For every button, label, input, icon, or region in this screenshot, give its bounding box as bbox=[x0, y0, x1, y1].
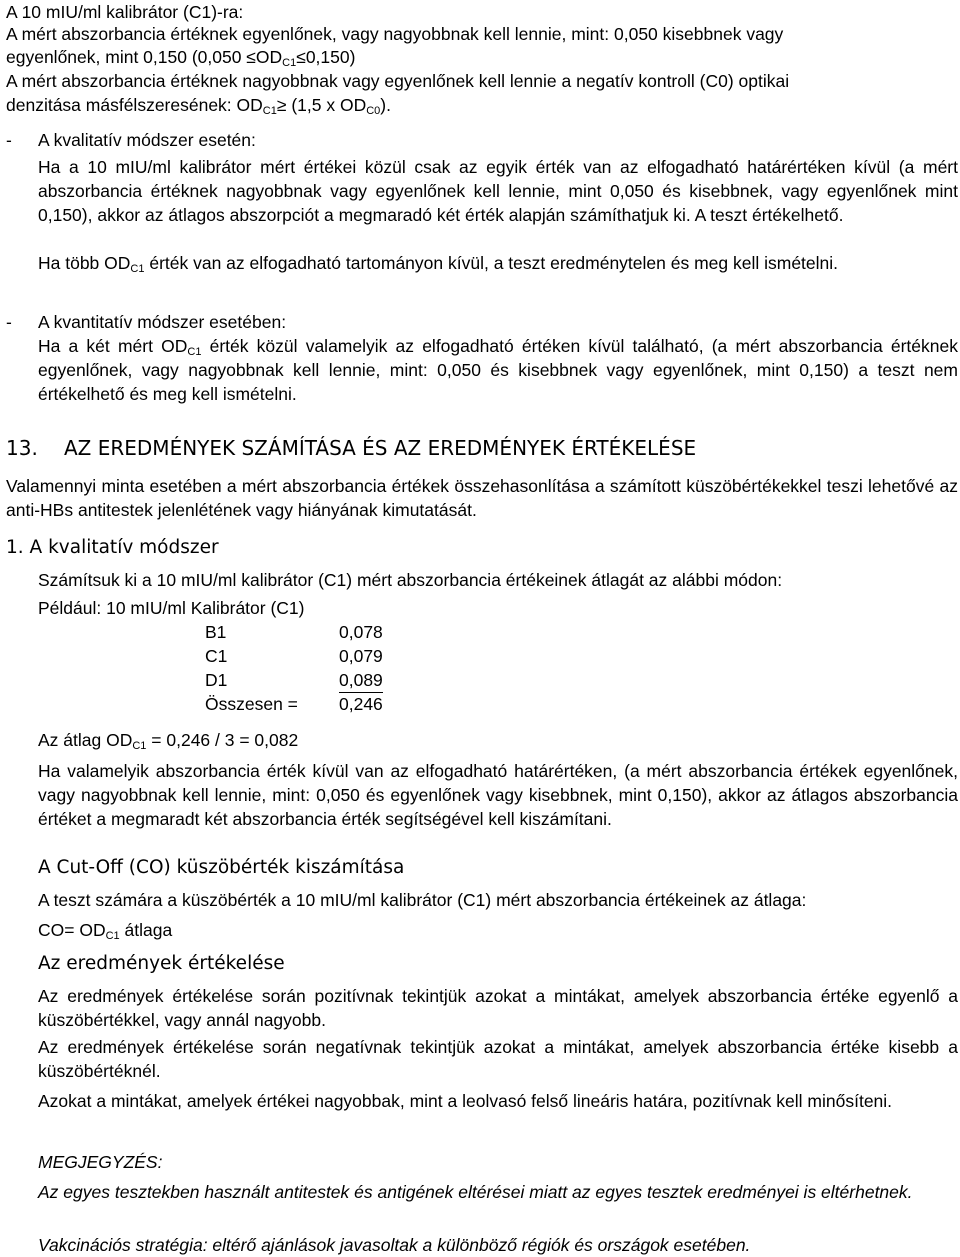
cutoff-line: A teszt számára a küszöbérték a 10 mIU/ml kalibrátor (C1) mért abszorbancia értékeinek az átlaga: bbox=[38, 890, 807, 910]
calc-instruction: Számítsuk ki a 10 mIU/ml kalibrátor (C1) mért abszorbancia értékeinek átlagát az alábbi módon: bbox=[38, 570, 783, 590]
note-text: Az egyes tesztekben használt antitestek és antigének eltérései miatt az egyes tesztek eredményei is eltérhetnek. bbox=[38, 1182, 913, 1202]
note-title: MEGJEGYZÉS: bbox=[38, 1152, 163, 1172]
example-label: Például: 10 mIU/ml Kalibrátor (C1) bbox=[38, 598, 305, 618]
negative-control-formula: denzitása másfélszeresének: $OD_{C1}\ge (1,5$ x $OD_{C0}$). bbox=[6, 95, 391, 117]
qualitative-title: A kvalitatív módszer esetén: bbox=[38, 130, 256, 150]
calibrator-range-formula: egyenlőnek, mint 0,150 $(0,050 \le OD_{C1}\le 0,150)$ bbox=[6, 47, 356, 69]
qualitative-repeat-paragraph: Ha több $OD_{C1}$ érték van az elfogadható tartományon kívül, a teszt eredménytelen és meg kell ismételni. bbox=[38, 253, 839, 275]
vaccination-note: Vakcinációs stratégia: eltérő ajánlások javasoltak a különböző régiók és országok esetében. bbox=[38, 1235, 751, 1255]
section-13-intro: Valamennyi minta esetében a mért abszorbancia értékek összehasonlítása a számított küszöbértékekkel teszi lehetővé az anti-HBs antitestek jelenlétének vagy hiányának kimutatását. bbox=[6, 476, 958, 520]
section-13-heading: 13. AZ EREDMÉNYEK SZÁMÍTÁSA ÉS AZ EREDMÉNYEK ÉRTÉKELÉSE bbox=[6, 436, 697, 460]
quantitative-paragraph: Ha a két mért $OD_{C1}$ érték közül valamelyik az elfogadható értéken kívül található, (a mért abszorbancia értéknek egyenlőnek, vagy nagyobbnak kell lennie, mint: 0,050 és kisebbnek vagy egyenlőnek, mint 0,150) a teszt nem értékelhető és meg kell ismételni. bbox=[38, 336, 958, 404]
qualitative-method-heading: 1. A kvalitatív módszer bbox=[6, 537, 219, 558]
evaluation-heading: Az eredmények értékelése bbox=[38, 953, 285, 974]
qualitative-dash: - bbox=[6, 130, 12, 150]
evaluation-negative: Az eredmények értékelése során negatívnak tekintjük azokat a mintákat, amelyek abszorbancia értéke kisebb a küszöbértéknél. bbox=[38, 1037, 958, 1081]
quantitative-title: A kvantitatív módszer esetében: bbox=[38, 312, 287, 332]
average-formula: Az átlag $OD_{C1} = 0,246 / 3 = 0,082$ bbox=[38, 730, 299, 752]
calibrator-range-line: A mért abszorbancia értéknek egyenlőnek, vagy nagyobbnak kell lennie, mint: 0,050 kisebbnek vagy bbox=[6, 24, 784, 44]
average-recalc-paragraph: Ha valamelyik abszorbancia érték kívül van az elfogadható határértéken, (a mért abszorbancia értékek egyenlőnek, vagy nagyobbnak kell lennie, mint: 0,050 és egyenlőnek vagy kisebbnek, mint 0,150), akkor az átlagos abszorbancia értéket a megmaradt két abszorbancia érték segítségével kell kiszámítani. bbox=[38, 761, 958, 829]
quantitative-dash: - bbox=[6, 312, 12, 332]
calibrator-heading: A 10 mIU/ml kalibrátor (C1)-ra: bbox=[6, 2, 244, 22]
document-page: A 10 mIU/ml kalibrátor (C1)-ra: A mért abszorbancia értéknek egyenlőnek, vagy nagyobbnak kell lennie, mint: 0,050 kisebbnek vagy egyenlőnek, mint 0,150 $(0,050 \le OD_{C1}\le 0,150)$ A mért abszorbancia értéknek nagyobbnak vagy egyenlőnek kell lennie a negatív kontroll (C0) optikai denzitása másfélszeresének: $OD_{C1}\ge (1,5$ x $OD_{C0}$). - A kvalitatív módszer esetén: Ha a 10 mIU/ml kalibrátor mért értékei közül csak az egyik érték van az elfogadható határértéken kívül (a mért abszorbancia értéknek nagyobbnak vagy egyenlőnek kell lennie, mint 0,050 és kisebbnek, vagy egyenlőnek mint 0,150), akkor az átlagos abszorpciót a megmaradó két érték alapján számíthatjuk ki. A teszt értékelhető. Ha több $OD_{C1}$ érték van az elfogadható tartományon kívül, a teszt eredménytelen és meg kell ismételni. - A kvantitatív módszer esetében: Ha a két mért $OD_{C1}$ érték közül valamelyik az elfogadható értéken kívül található, (a mért abszorbancia értéknek egyenlőnek, vagy nagyobbnak kell lennie, mint: 0,050 és kisebbnek vagy egyenlőnek, mint 0,150) a teszt nem értékelhető és meg kell ismételni. 13. AZ EREDMÉNYEK SZÁMÍTÁSA ÉS AZ EREDMÉNYEK ÉRTÉKELÉSE Valamennyi minta esetében a mért abszorbancia értékek összehasonlítása a számított küszöbértékekkel teszi lehetővé az anti-HBs antitestek jelenlétének vagy hiányának kimutatását. 1. A kvalitatív módszer Számítsuk ki a 10 mIU/ml kalibrátor (C1) mért abszorbancia értékeinek átlagát az alábbi módon: Például: 10 mIU/ml Kalibrátor (C1) B1 0,078 C1 0,079 D1 0,089 Összesen = 0,246 Az átlag $OD_{C1} = 0,246 / 3 = 0,082$ Ha valamelyik abszorbancia érték kívül van az elfogadható határértéken, (a mért abszorbancia értékek egyenlőnek, vagy nagyobbnak kell lennie, mint: 0,050 és egyenlőnek vagy kisebbnek, mint 0,150), akkor az átlagos abszorbancia értéket a megmaradt két abszorbancia érték segítségével kell kiszámítani. A Cut-Off (CO) küszöbérték kiszámítása A teszt számára a küszöbérték a 10 mIU/ml kalibrátor (C1) mért abszorbancia értékeinek az átlaga: $CO= OD_{C1}$ átlaga Az eredmények értékelése Az eredmények értékelése során pozitívnak tekintjük azokat a mintákat, amelyek abszorbancia értéke egyenlő a küszöbértékkel, vagy annál nagyobb. Az eredmények értékelése során negatívnak tekintjük azokat a mintákat, amelyek abszorbancia értéke kisebb a küszöbértéknél. Azokat a mintákat, amelyek értékei nagyobbak, mint a leolvasó felső lineáris határa, pozitívnak kell minősíteni. MEGJEGYZÉS: Az egyes tesztekben használt antitestek és antigének eltérései miatt az egyes tesztek eredményei is eltérhetnek. Vakcinációs stratégia: eltérő ajánlások javasoltak a különböző régiók és országok esetében. bbox=[6, 2, 958, 1255]
qualitative-paragraph: Ha a 10 mIU/ml kalibrátor mért értékei közül csak az egyik érték van az elfogadható határértéken kívül (a mért abszorbancia értéknek nagyobbnak vagy egyenlőnek kell lennie, mint 0,050 és kisebbnek, vagy egyenlőnek mint 0,150), akkor az átlagos abszorpciót a megmaradó két érték alapján számíthatjuk ki. A teszt értékelhető. bbox=[38, 157, 958, 225]
evaluation-upper-limit: Azokat a mintákat, amelyek értékei nagyobbak, mint a leolvasó felső lineáris határa, pozitívnak kell minősíteni. bbox=[38, 1091, 893, 1111]
cutoff-heading: A Cut-Off (CO) küszöbérték kiszámítása bbox=[38, 857, 405, 878]
evaluation-positive: Az eredmények értékelése során pozitívnak tekintjük azokat a mintákat, amelyek abszorbancia értéke egyenlő a küszöbértékkel, vagy annál nagyobb. bbox=[38, 986, 958, 1030]
negative-control-line: A mért abszorbancia értéknek nagyobbnak vagy egyenlőnek kell lennie a negatív kontroll (C0) optikai bbox=[6, 71, 790, 91]
cutoff-formula: $CO= OD_{C1}$ átlaga bbox=[38, 920, 173, 942]
